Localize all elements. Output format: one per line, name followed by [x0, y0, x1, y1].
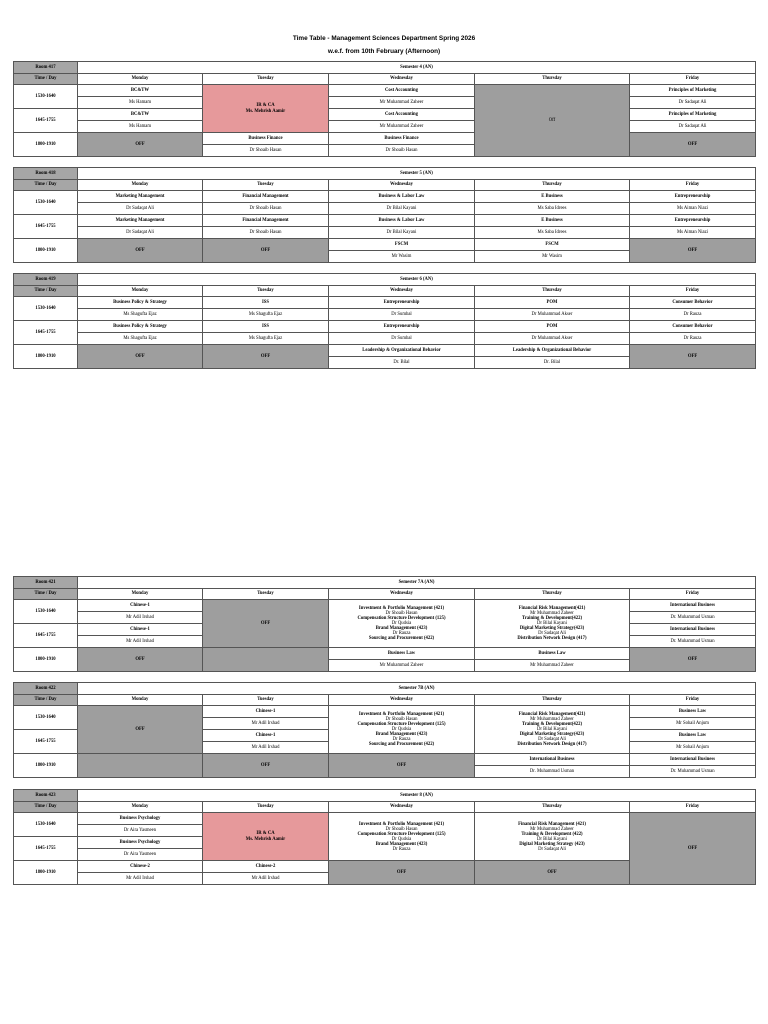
teacher-cell: Mr Wasim	[329, 251, 475, 263]
time-slot: 1645-1755	[14, 730, 78, 754]
course-name: Investment & Portfolio Management (421)	[358, 712, 445, 717]
teacher-cell: Dr. Muhammad Usman	[475, 766, 630, 778]
course-name: Investment & Portfolio Management (421)	[358, 606, 445, 611]
course-name: Brand Management (423)	[375, 841, 428, 847]
semester-label: Semester 7B (AN)	[78, 683, 756, 695]
off-cell: OFF	[203, 754, 329, 778]
time-slot: 1800-1910	[14, 345, 78, 369]
course-cell: Financial Management	[203, 191, 329, 203]
course-cell: Financial Management	[203, 215, 329, 227]
room-label: Room 421	[14, 577, 78, 589]
time-day-header: Time / Day	[14, 589, 78, 600]
teacher-cell: Dr Sadaqat Ali	[630, 97, 756, 109]
elective-cell	[475, 600, 630, 648]
teacher-name: Dr Rauza	[392, 846, 411, 852]
off-cell: OFF	[329, 861, 475, 885]
time-day-header: Time / Day	[14, 74, 78, 85]
day-header-monday: Monday	[78, 74, 203, 85]
teacher-name: Dr Sadaqat Ali	[538, 631, 566, 636]
teacher-name: Dr Qudsia	[391, 727, 412, 732]
course-cell: Marketing Management	[78, 191, 203, 203]
teacher-cell: Dr Aira Yasmeen	[78, 825, 203, 837]
course-cell: Business Finance	[329, 133, 475, 145]
teacher-cell: Dr. Bilal	[329, 357, 475, 369]
off-cell: OFF	[630, 813, 756, 885]
off-cell: OFF	[630, 345, 756, 369]
teacher-name: Ms. Mehrish Aamir	[245, 108, 286, 114]
teacher-name: Dr Rauza	[392, 737, 411, 742]
teacher-cell: Dr Aira Yasmeen	[78, 849, 203, 861]
teacher-name: Dr Sadaqat Ali	[538, 846, 566, 852]
teacher-cell: Ms Shagufta Ejaz	[78, 333, 203, 345]
semester-label: Semester 8 (AN)	[78, 790, 756, 802]
teacher-cell: Ms Saba Idrees	[475, 203, 630, 215]
teacher-cell: Ms Hamam	[78, 121, 203, 133]
course-cell: Chinese-2	[78, 861, 203, 873]
teacher-cell: Dr Rauza	[630, 309, 756, 321]
course-name: Sourcing and Procurement (422)	[368, 636, 435, 641]
time-slot: 1800-1910	[14, 648, 78, 672]
day-header-friday: Friday	[630, 74, 756, 85]
course-name: Training & Development(422)	[521, 616, 583, 621]
time-slot: 1530-1640	[14, 85, 78, 109]
day-header-thursday: Thursday	[475, 180, 630, 191]
teacher-cell: Dr Bilal Kayani	[329, 227, 475, 239]
off-cell: OFF	[78, 648, 203, 672]
day-header-wednesday: Wednesday	[329, 180, 475, 191]
time-slot: 1645-1755	[14, 624, 78, 648]
course-name: Distribution Network Design (417)	[517, 636, 587, 641]
course-cell: FSCM	[329, 239, 475, 251]
course-cell: BC&TW	[78, 85, 203, 97]
teacher-cell: Mr Wasim	[475, 251, 630, 263]
teacher-cell: Ms Shagufta Ejaz	[203, 309, 329, 321]
time-slot: 1800-1910	[14, 239, 78, 263]
course-cell: POM	[475, 297, 630, 309]
course-name: Financial Risk Management(421)	[518, 606, 586, 611]
teacher-cell: Dr Sumbal	[329, 309, 475, 321]
teacher-name: Dr Bilal Kayani	[537, 621, 567, 626]
course-cell: Chinese-1	[203, 706, 329, 718]
timetable-room-419	[13, 273, 756, 369]
time-slot: 1530-1640	[14, 600, 78, 624]
teacher-cell: Mr Sohail Anjum	[630, 742, 756, 754]
course-cell: International Business	[630, 754, 756, 766]
room-label: Room 422	[14, 683, 78, 695]
course-cell: ISS	[203, 321, 329, 333]
teacher-cell: Dr Shoaib Hasan	[329, 145, 475, 157]
elective-cell	[329, 706, 475, 754]
course-cell: Business Policy & Strategy	[78, 321, 203, 333]
teacher-cell: Dr Sadaqat Ali	[78, 227, 203, 239]
course-cell: Leadership & Organizational Behavior	[329, 345, 475, 357]
day-header-thursday: Thursday	[475, 286, 630, 297]
teacher-cell: Mr Adil Irshad	[78, 612, 203, 624]
course-cell: International Business	[630, 624, 756, 636]
semester-label: Semester 5 (AN)	[78, 168, 756, 180]
room-label: Room 417	[14, 62, 78, 74]
course-cell: Entrepreneurship	[329, 321, 475, 333]
course-cell: Business Psychology	[78, 813, 203, 825]
time-day-header: Time / Day	[14, 695, 78, 706]
course-cell: Cost Accounting	[329, 109, 475, 121]
elective-cell	[329, 813, 475, 861]
room-label: Room 419	[14, 274, 78, 286]
room-label: Room 418	[14, 168, 78, 180]
day-header-tuesday: Tuesday	[203, 180, 329, 191]
time-slot: 1800-1910	[14, 133, 78, 157]
teacher-cell: Dr. Muhammad Usman	[630, 612, 756, 624]
teacher-cell: Mr Muhammad Zaheer	[329, 660, 475, 672]
course-cell: Cost Accounting	[329, 85, 475, 97]
teacher-cell: Dr Muhammad Akser	[475, 309, 630, 321]
day-header-monday: Monday	[78, 180, 203, 191]
course-cell: Business Law	[475, 648, 630, 660]
course-cell: Principles of Marketing	[630, 85, 756, 97]
empty-cell	[203, 648, 329, 672]
teacher-cell: Ms Aiman Niazi	[630, 203, 756, 215]
teacher-cell: Dr Shoaib Hasan	[203, 145, 329, 157]
day-header-wednesday: Wednesday	[329, 74, 475, 85]
course-cell: Chinese-2	[203, 861, 329, 873]
course-cell: Chinese-1	[78, 600, 203, 612]
course-cell: Business Law	[329, 648, 475, 660]
teacher-cell: Dr Sadaqat Ali	[630, 121, 756, 133]
course-name: Financial Risk Management (421)	[518, 821, 586, 827]
course-cell: BC&TW	[78, 109, 203, 121]
day-header-friday: Friday	[630, 695, 756, 706]
teacher-name: Dr Qudsia	[391, 621, 412, 626]
course-cell: Entrepreneurship	[630, 215, 756, 227]
timetable-room-422	[13, 682, 756, 778]
teacher-cell: Dr Rauza	[630, 333, 756, 345]
course-cell: Business Policy & Strategy	[78, 297, 203, 309]
course-cell: International Business	[630, 600, 756, 612]
course-cell: Leadership & Organizational Behavior	[475, 345, 630, 357]
off-cell: Off	[475, 85, 630, 157]
day-header-monday: Monday	[78, 589, 203, 600]
course-cell: Entrepreneurship	[329, 297, 475, 309]
course-cell-merged	[203, 85, 329, 133]
time-slot: 1645-1755	[14, 109, 78, 133]
course-cell: Chinese-1	[78, 624, 203, 636]
elective-cell	[475, 813, 630, 861]
teacher-cell: Mr Adil Irshad	[78, 873, 203, 885]
course-cell: Entrepreneurship	[630, 191, 756, 203]
time-slot: 1800-1910	[14, 861, 78, 885]
teacher-cell: Mr Adil Irshad	[78, 636, 203, 648]
teacher-cell: Dr Muhammad Akser	[475, 333, 630, 345]
teacher-name: Dr Bilal Kayani	[537, 727, 567, 732]
course-cell: ISS	[203, 297, 329, 309]
day-header-thursday: Thursday	[475, 74, 630, 85]
day-header-monday: Monday	[78, 802, 203, 813]
course-cell: Consumer Behavior	[630, 321, 756, 333]
course-cell: Chinese-1	[203, 730, 329, 742]
off-cell: OFF	[475, 861, 630, 885]
course-name: Digital Marketing Strategy(423)	[519, 732, 585, 737]
day-header-wednesday: Wednesday	[329, 286, 475, 297]
course-name: Financial Risk Management(421)	[518, 712, 586, 717]
course-cell: E Business	[475, 215, 630, 227]
day-header-tuesday: Tuesday	[203, 286, 329, 297]
day-header-tuesday: Tuesday	[203, 74, 329, 85]
timetable-room-418	[13, 167, 756, 263]
course-name: Brand Management (423)	[375, 732, 428, 737]
teacher-cell: Ms Aiman Niazi	[630, 227, 756, 239]
semester-label: Semester 7A (AN)	[78, 577, 756, 589]
course-cell: Business Law	[630, 730, 756, 742]
day-header-monday: Monday	[78, 695, 203, 706]
course-cell: Marketing Management	[78, 215, 203, 227]
day-header-wednesday: Wednesday	[329, 589, 475, 600]
time-day-header: Time / Day	[14, 286, 78, 297]
semester-label: Semester 6 (AN)	[78, 274, 756, 286]
day-header-friday: Friday	[630, 802, 756, 813]
teacher-cell: Dr Sumbal	[329, 333, 475, 345]
teacher-cell: Dr Shoaib Hasan	[203, 203, 329, 215]
course-name: Distribution Network Design (417)	[517, 742, 587, 747]
teacher-cell: Dr. Muhammad Usman	[630, 766, 756, 778]
teacher-name: Ms. Mehrish Aamir	[245, 836, 286, 842]
off-cell: OFF	[78, 345, 203, 369]
time-slot: 1530-1640	[14, 706, 78, 730]
teacher-cell: Ms Saba Idrees	[475, 227, 630, 239]
time-slot: 1800-1910	[14, 754, 78, 778]
teacher-name: Dr Shoaib Hasan	[385, 611, 418, 616]
off-cell: OFF	[630, 239, 756, 263]
time-slot: 1530-1640	[14, 191, 78, 215]
off-cell: OFF	[78, 706, 203, 754]
teacher-cell: Mr Adil Irshad	[203, 718, 329, 730]
course-cell: POM	[475, 321, 630, 333]
teacher-name: Dr Bilal Kayani	[537, 836, 567, 842]
course-name: Training & Development (422)	[521, 831, 583, 837]
time-slot: 1530-1640	[14, 813, 78, 837]
teacher-name: Mr Muhammad Zaheer	[530, 826, 574, 832]
teacher-name: Dr Shoaib Hasan	[385, 826, 418, 832]
teacher-cell: Dr. Bilal	[475, 357, 630, 369]
course-cell: Business & Labor Law	[329, 191, 475, 203]
day-header-wednesday: Wednesday	[329, 695, 475, 706]
elective-cell	[475, 706, 630, 754]
time-day-header: Time / Day	[14, 180, 78, 191]
teacher-cell: Mr Muhammad Zaheer	[329, 97, 475, 109]
time-day-header: Time / Day	[14, 802, 78, 813]
course-name: IR & CA	[256, 103, 275, 109]
course-name: IR & CA	[256, 831, 275, 837]
time-slot: 1645-1755	[14, 837, 78, 861]
day-header-tuesday: Tuesday	[203, 695, 329, 706]
course-name: Digital Marketing Strategy (423)	[519, 841, 585, 847]
teacher-cell: Dr Shoaib Hasan	[203, 227, 329, 239]
teacher-cell: Mr Adil Irshad	[203, 742, 329, 754]
empty-cell	[78, 754, 203, 778]
teacher-name: Mr Muhammad Zaheer	[530, 611, 574, 616]
off-cell: OFF	[630, 648, 756, 672]
day-header-thursday: Thursday	[475, 695, 630, 706]
teacher-cell: Ms Shagufta Ejaz	[203, 333, 329, 345]
day-header-friday: Friday	[630, 180, 756, 191]
teacher-cell: Ms Shagufta Ejaz	[78, 309, 203, 321]
timetable-room-421	[13, 576, 756, 672]
off-cell: OFF	[78, 133, 203, 157]
time-slot: 1645-1755	[14, 321, 78, 345]
time-slot: 1645-1755	[14, 215, 78, 239]
day-header-friday: Friday	[630, 286, 756, 297]
off-cell: OFF	[630, 133, 756, 157]
course-name: Investment & Portfolio Management (421)	[358, 821, 445, 827]
teacher-cell: Mr Sohail Anjum	[630, 718, 756, 730]
course-cell: International Business	[475, 754, 630, 766]
timetable-room-423	[13, 789, 756, 885]
day-header-monday: Monday	[78, 286, 203, 297]
teacher-cell: Ms Hamam	[78, 97, 203, 109]
course-cell: Business & Labor Law	[329, 215, 475, 227]
course-name: Sourcing and Procurement (422)	[368, 742, 435, 747]
course-cell: Consumer Behavior	[630, 297, 756, 309]
course-name: Training & Development(422)	[521, 722, 583, 727]
elective-cell	[329, 600, 475, 648]
course-cell-merged	[203, 813, 329, 861]
room-label: Room 423	[14, 790, 78, 802]
teacher-name: Mr Muhammad Zaheer	[530, 717, 574, 722]
teacher-cell: Mr Muhammad Zaheer	[475, 660, 630, 672]
course-name: Digital Marketing Strategy(423)	[519, 626, 585, 631]
teacher-name: Dr Sadaqat Ali	[538, 737, 566, 742]
off-cell: OFF	[78, 239, 203, 263]
course-cell: FSCM	[475, 239, 630, 251]
course-cell: E Business	[475, 191, 630, 203]
teacher-cell: Mr Adil Irshad	[203, 873, 329, 885]
teacher-cell: Dr Sadaqat Ali	[78, 203, 203, 215]
teacher-cell: Dr Bilal Kayani	[329, 203, 475, 215]
course-cell: Principles of Marketing	[630, 109, 756, 121]
off-cell: OFF	[203, 239, 329, 263]
course-name: Brand Management (423)	[375, 626, 428, 631]
course-cell: Business Law	[630, 706, 756, 718]
timetable-room-417	[13, 61, 756, 157]
course-name: Compensation Structure Development (125)	[357, 616, 446, 621]
off-cell: OFF	[203, 345, 329, 369]
off-cell: OFF	[329, 754, 475, 778]
teacher-name: Dr Qudsia	[391, 836, 412, 842]
page-title: Time Table - Management Sciences Department Spring 2026	[292, 35, 476, 42]
day-header-thursday: Thursday	[475, 589, 630, 600]
course-name: Compensation Structure Development (125)	[357, 831, 446, 837]
course-cell: Business Finance	[203, 133, 329, 145]
course-name: Compensation Structure Development (125)	[357, 722, 446, 727]
off-cell: OFF	[203, 600, 329, 648]
day-header-wednesday: Wednesday	[329, 802, 475, 813]
teacher-name: Dr Rauza	[392, 631, 411, 636]
day-header-tuesday: Tuesday	[203, 802, 329, 813]
teacher-name: Dr Shoaib Hasan	[385, 717, 418, 722]
teacher-cell: Mr Muhammad Zaheer	[329, 121, 475, 133]
semester-label: Semester 4 (AN)	[78, 62, 756, 74]
course-cell: Business Psychology	[78, 837, 203, 849]
day-header-tuesday: Tuesday	[203, 589, 329, 600]
day-header-thursday: Thursday	[475, 802, 630, 813]
teacher-cell: Dr. Muhammad Usman	[630, 636, 756, 648]
time-slot: 1530-1640	[14, 297, 78, 321]
day-header-friday: Friday	[630, 589, 756, 600]
page-subtitle: w.e.f. from 10th February (Afternoon)	[327, 48, 441, 55]
